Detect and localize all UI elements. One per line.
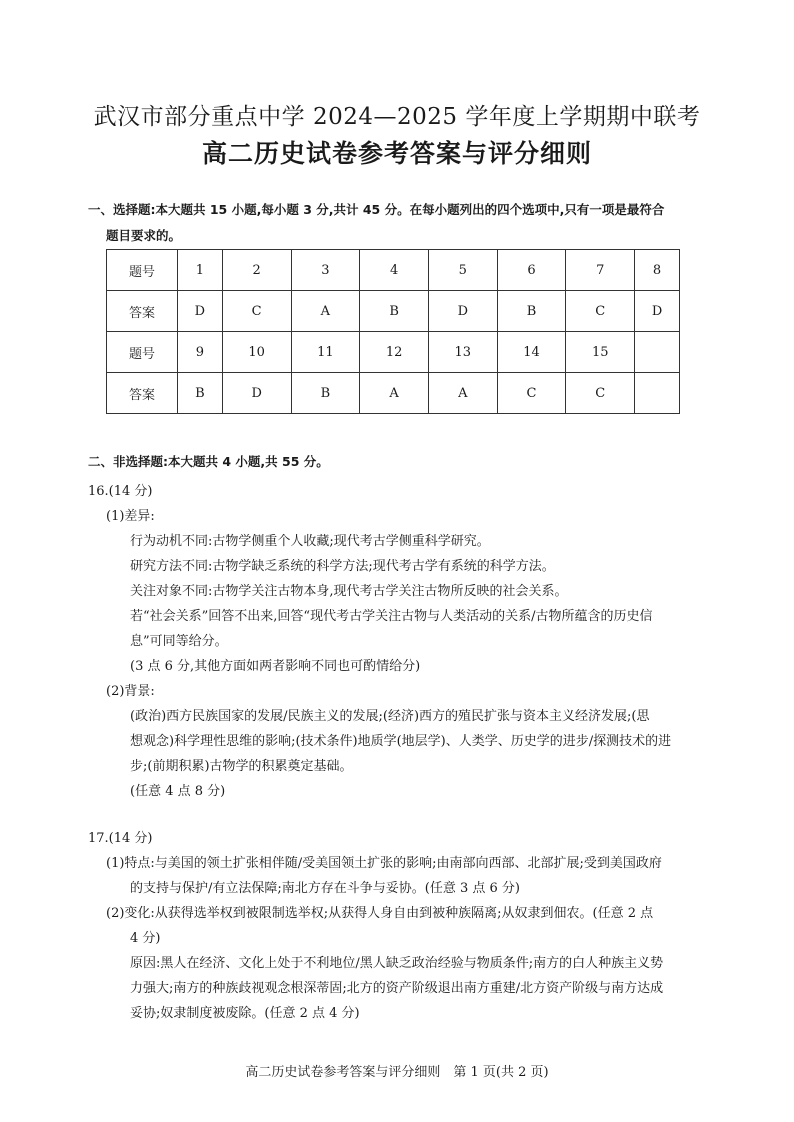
q16-part2-line: (任意 4 点 8 分) (130, 784, 226, 799)
answer-table-row-header: 答案 (107, 373, 178, 414)
q17-part2-line: 4 分) (130, 931, 161, 946)
q16-label: 16.(14 分) (88, 484, 153, 499)
answer-table-cell: 7 (566, 250, 635, 291)
answer-table-cell: 12 (360, 332, 429, 373)
q16-part2-line: 步;(前期积累)古物学的积累奠定基础。 (130, 759, 353, 774)
answer-table-cell: B (360, 291, 429, 332)
answer-table-cell (635, 332, 680, 373)
answer-table-row-header: 答案 (107, 291, 178, 332)
q16-part1-line: 研究方法不同:古物学缺乏系统的科学方法;现代考古学有系统的科学方法。 (130, 559, 555, 574)
q17-part1-line: 的支持与保护/有立法保障;南北方存在斗争与妥协。(任意 3 点 6 分) (130, 881, 520, 896)
answer-table-cell: 6 (497, 250, 566, 291)
q16-part2-lines (88, 704, 728, 804)
q16-part2-line: 想观念)科学理性思维的影响;(技术条件)地质学(地层学)、人类学、历史学的进步/探测技术的进 (130, 734, 672, 749)
answer-table-row (107, 291, 680, 332)
q16-part1-line: 若“社会关系”回答不出来,回答“现代考古学关注古物与人类活动的关系/古物所蕴含的历史信 (130, 609, 653, 624)
answer-table-row (107, 250, 680, 291)
answer-table-cell: A (360, 373, 429, 414)
answer-table-row-header: 题号 (107, 250, 178, 291)
q17-label: 17.(14 分) (88, 831, 153, 846)
answer-table-row (107, 332, 680, 373)
question-17 (88, 826, 728, 1026)
q16-part1-line: 行为动机不同:古物学侧重个人收藏;现代考古学侧重科学研究。 (130, 534, 490, 549)
answer-table-cell: C (222, 291, 291, 332)
q17-part3-line: 力强大;南方的种族歧视观念根深蒂固;北方的资产阶级退出南方重建/北方资产阶级与南方达成 (130, 981, 664, 996)
exam-title-line1: 武汉市部分重点中学 2024—2025 学年度上学期期中联考 (93, 104, 701, 130)
page-footer: 高二历史试卷参考答案与评分细则 第 1 页(共 2 页) (245, 1065, 549, 1080)
answer-table-cell: 10 (222, 332, 291, 373)
answer-table-cell: D (635, 291, 680, 332)
section1-heading (88, 197, 718, 249)
q16-part2-line: (政治)西方民族国家的发展/民族主义的发展;(经济)西方的殖民扩张与资本主义经济发展;(思 (130, 709, 650, 724)
answer-table-cell: 14 (497, 332, 566, 373)
answer-table-cell: 1 (178, 250, 223, 291)
answer-table-cell: 4 (360, 250, 429, 291)
q16-part2-label: (2)背景: (106, 684, 155, 699)
q16-part1-label: (1)差异: (106, 509, 155, 524)
answer-table-cell: C (497, 373, 566, 414)
answer-table-cell: 15 (566, 332, 635, 373)
answer-table-cell: C (566, 291, 635, 332)
answer-table-cell: A (291, 291, 360, 332)
question-16 (88, 479, 728, 804)
answer-table-cell (635, 373, 680, 414)
q17-part3-line: 原因:黑人在经济、文化上处于不利地位/黑人缺乏政治经验与物质条件;南方的白人种族主义势 (130, 956, 664, 971)
exam-title-line2: 高二历史试卷参考答案与评分细则 (201, 139, 592, 168)
q16-part1-line: 关注对象不同:古物学关注古物本身,现代考古学关注古物所反映的社会关系。 (130, 584, 568, 599)
answer-table-cell: 11 (291, 332, 360, 373)
q17-part1-line: (1)特点:与美国的领土扩张相伴随/受美国领土扩张的影响;由南部向西部、北部扩展;受到美国政府 (106, 856, 662, 871)
answer-table-cell: 3 (291, 250, 360, 291)
answer-table-cell: B (291, 373, 360, 414)
section2-heading: 二、非选择题:本大题共 4 小题,共 55 分。 (88, 454, 329, 469)
q17-part2-line: (2)变化:从获得选举权到被限制选举权;从获得人身自由到被种族隔离;从奴隶到佃农。(任意 2 点 (106, 906, 654, 921)
answer-table-row (107, 373, 680, 414)
answer-table-cell: A (428, 373, 497, 414)
answer-table-cell: 9 (178, 332, 223, 373)
answer-table-cell: B (497, 291, 566, 332)
answer-table (106, 249, 680, 414)
answer-table-cell: 8 (635, 250, 680, 291)
q16-part1-line: 息”可同等给分。 (130, 634, 228, 649)
section1-heading-line2: 题目要求的。 (106, 228, 182, 243)
answer-table-cell: 13 (428, 332, 497, 373)
answer-table-cell: D (178, 291, 223, 332)
answer-table-cell: D (222, 373, 291, 414)
answer-table-cell: 5 (428, 250, 497, 291)
q16-part1-line: (3 点 6 分,其他方面如两者影响不同也可酌情给分) (130, 659, 421, 674)
answer-table-cell: D (428, 291, 497, 332)
answer-table-cell: 2 (222, 250, 291, 291)
q17-part3-line: 妥协;奴隶制度被废除。(任意 2 点 4 分) (130, 1006, 360, 1021)
answer-table-cell: B (178, 373, 223, 414)
answer-table-row-header: 题号 (107, 332, 178, 373)
q16-part1-lines (88, 529, 728, 679)
section1-heading-line1: 一、选择题:本大题共 15 小题,每小题 3 分,共计 45 分。在每小题列出的四个选项中,只有一项是最符合 (88, 202, 665, 217)
answer-table-cell: C (566, 373, 635, 414)
